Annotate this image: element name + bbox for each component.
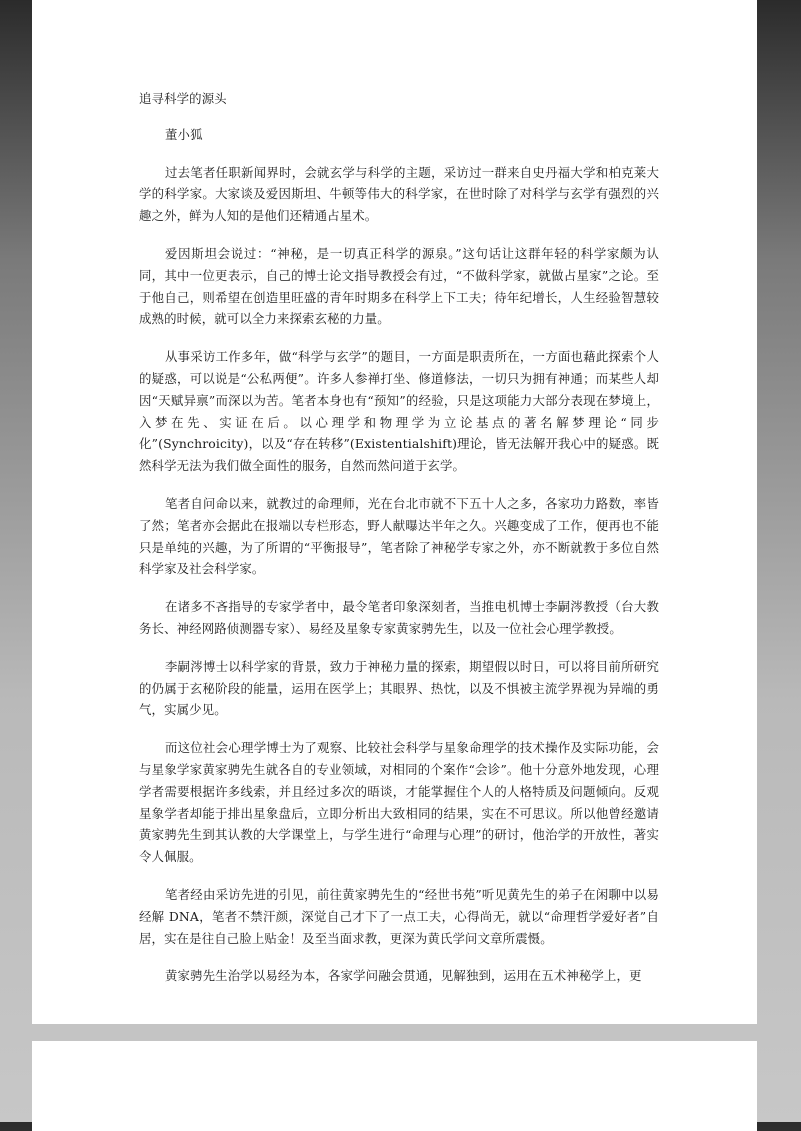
paragraph: 黄家骋先生治学以易经为本，各家学问融会贯通，见解独到，运用在五术神秘学上，更 [165, 968, 642, 984]
paragraph: 李嗣涔博士以科学家的背景，致力于神秘力量的探索，期望假以时日，可以将目前所研究的仍属于玄秘阶段的能量，运用在医学上；其眼界、热忱，以及不惧被主流学界视为异端的勇气，实属少见。 [139, 658, 659, 718]
paragraph: 笔者经由采访先进的引见，前往黄家骋先生的“经世书苑”听见黄先生的弟子在闲聊中以易经解 DNA，笔者不禁汗颜，深觉自己才下了一点工夫，心得尚无，就以“命理哲学爱好者”自居，实在是往自己脸上贴金！及至当面求教，更深为黄氏学问文章所震慑。 [139, 886, 659, 946]
paragraph: 爱因斯坦会说过：“神秘，是一切真正科学的源泉。”这句话让这群年轻的科学家颇为认同，其中一位更表示，自己的博士论文指导教授会有过，“不做科学家，就做占星家”之论。至于他自己，则希望在创造里旺盛的青年时期多在科学上下工夫；待年纪增长，人生经验智慧较成熟的时候，就可以全力来探索玄秘的力量。 [139, 245, 659, 327]
next-document-page [32, 1041, 757, 1131]
document-author: 董小狐 [165, 126, 203, 142]
paragraph: 从事采访工作多年，做“科学与玄学”的题目，一方面是职责所在，一方面也藉此探索个人的疑惑，可以说是“公私两便”。许多人参禅打坐、修道修法，一切只为拥有神通；而某些人却因“天赋异禀”而深以为苦。笔者本身也有“预知”的经验，只是这项能力大部分表现在梦境上，入梦在先、实证在后。以心理学和物理学为立论基点的著名解梦理论“同步化”(Synchroicity)，以及“存在转移”(Existentialshift)理论，皆无法解开我心中的疑惑。既然科学无法为我们做全面性的服务，自然而然问道于玄学。 [139, 349, 659, 474]
paragraph: 过去笔者任职新闻界时，会就玄学与科学的主题，采访过一群来自史丹福大学和柏克莱大学的科学家。大家谈及爱因斯坦、牛顿等伟大的科学家，在世时除了对科学与玄学有强烈的兴趣之外，鲜为人知的是他们还精通占星术。 [139, 164, 659, 224]
page-content [139, 88, 659, 987]
paragraph: 而这位社会心理学博士为了观察、比较社会科学与星象命理学的技术操作及实际功能，会与星象学家黄家骋先生就各自的专业领域，对相同的个案作“会诊”。他十分意外地发现，心理学者需要根据许多线索，并且经过多次的晤谈，才能掌握住个人的人格特质及问题倾向。反观星象学者却能于排出星象盘后，立即分析出大致相同的结果，实在不可思议。所以他曾经邀请黄家骋先生到其认教的大学课堂上，与学生进行“命理与心理”的研讨，他治学的开放性，著实令人佩服。 [139, 740, 659, 865]
paragraph: 笔者自问命以来，就教过的命理师，光在台北市就不下五十人之多，各家功力路数，率皆了然；笔者亦会据此在报端以专栏形态，野人献曝达半年之久。兴趣变成了工作，便再也不能只是单纯的兴趣，为了所谓的“平衡报导”，笔者除了神秘学专家之外，亦不断就教于多位自然科学家及社会科学家。 [139, 495, 659, 577]
paragraph: 在诸多不吝指导的专家学者中，最令笔者印象深刻者，当推电机博士李嗣涔教授（台大教务长、神经网路侦测器专家）、易经及星象专家黄家骋先生，以及一位社会心理学教授。 [139, 599, 659, 636]
document-page [32, 0, 757, 1024]
document-title: 追寻科学的源头 [139, 91, 227, 106]
